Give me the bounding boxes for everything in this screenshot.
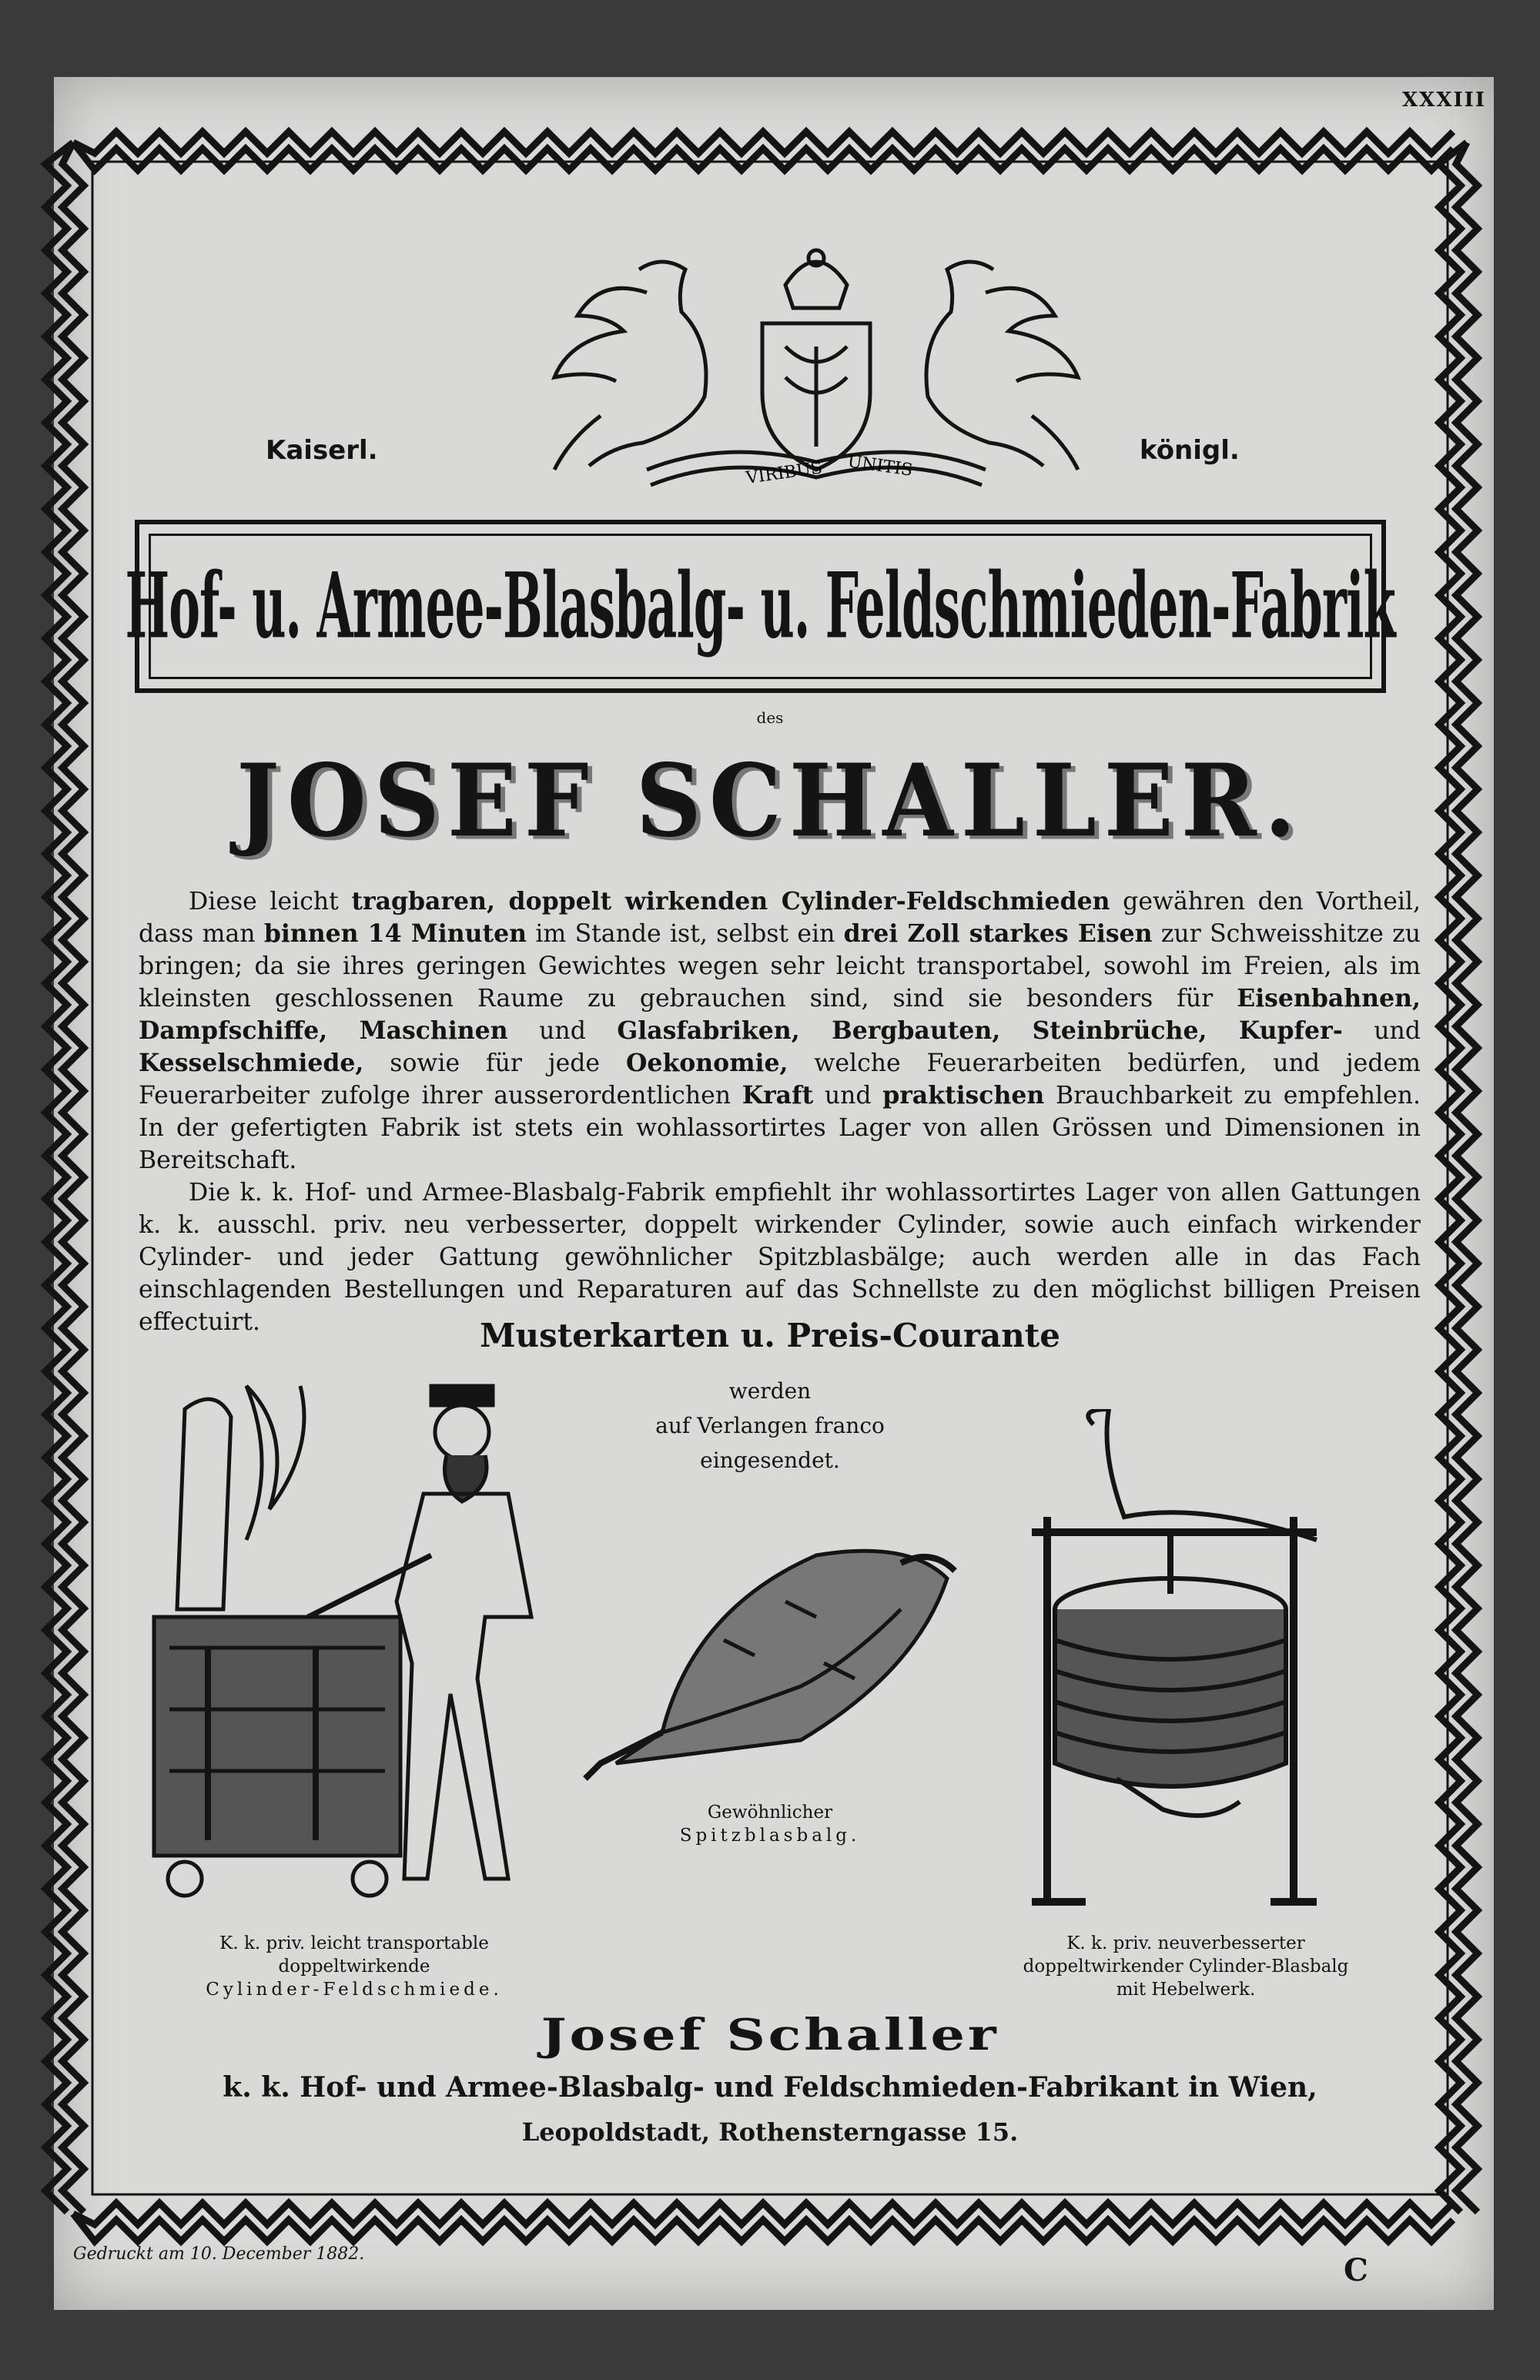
- smith-with-field-forge-illustration: [139, 1324, 570, 1933]
- crest-label-left: Kaiserl.: [266, 435, 378, 466]
- hand-bellows-illustration: [570, 1532, 970, 1809]
- footer-line-1: k. k. Hof- und Armee-Blasbalg- und Feldschmieden-Fabrikant in Wien,: [223, 2071, 1317, 2104]
- musterkarten-line-1: werden: [728, 1378, 812, 1404]
- left-caption-1: K. k. priv. leicht transportable: [219, 1933, 489, 1953]
- double-headed-eagle-crest-with-griffins: [493, 239, 1140, 500]
- description-paragraph-2: Die k. k. Hof- und Armee-Blasbalg-Fabrik empfiehlt ihr wohlassortirtes Lager von allen Gattungen k. k. ausschl. priv. neu verbesserter, doppelt wirkender Cylinder, sowie auch einfach wirkender Cylinder- und jeder Gattung gewöhnlicher Spitzblasbälge; auch werden alle in das Fach einschlagenden Bestellungen und Reparaturen auf das Schnellste zu den möglichst billigen Preisen effectuirt.: [139, 1179, 1421, 1336]
- right-caption-3: mit Hebelwerk.: [1116, 1980, 1256, 2000]
- middle-caption-2: Spitzblasbalg.: [679, 1826, 861, 1846]
- musterkarten-line-3: eingesendet.: [700, 1448, 840, 1473]
- footer-company-name: Josef Schaller: [541, 2010, 999, 2060]
- des-label: des: [756, 708, 784, 727]
- printed-note: Gedruckt am 10. December 1882.: [73, 2244, 365, 2264]
- page-mark: XXXIII: [1401, 89, 1486, 112]
- right-caption-2: doppeltwirkender Cylinder-Blasbalg: [1023, 1957, 1349, 1977]
- page-title: Hof- u. Armee-Blasbalg- u. Feldschmieden-Fabrik: [125, 554, 1396, 659]
- middle-caption-1: Gewöhnlicher: [707, 1803, 833, 1823]
- musterkarten-line-2: auf Verlangen franco: [655, 1413, 885, 1438]
- crest-label-right: königl.: [1140, 435, 1240, 466]
- motto-left: VIRIBUS: [745, 458, 824, 488]
- left-caption-2: doppeltwirkende: [278, 1957, 430, 1977]
- footer-line-2: Leopoldstadt, Rothensterngasse 15.: [521, 2117, 1019, 2147]
- motto-right: UNITIS: [846, 452, 914, 480]
- cylinder-bellows-with-lever-illustration: [986, 1409, 1386, 1933]
- musterkarten-heading: Musterkarten u. Preis-Courante: [480, 1317, 1060, 1354]
- title-box: [125, 520, 1396, 693]
- company-name: JOSEF SCHALLER.: [236, 741, 1304, 859]
- right-caption-1: K. k. priv. neuverbesserter: [1066, 1933, 1305, 1953]
- corner-letter: C: [1344, 2252, 1368, 2288]
- left-caption-3: Cylinder-Feldschmiede.: [206, 1980, 503, 2000]
- description-paragraph-1: Diese leicht tragbaren, doppelt wirkenden Cylinder-Feldschmieden gewähren den Vortheil, dass man binnen 14 Minuten im Stande ist, selbst ein drei Zoll starkes Eisen zur Schweisshitze zu bringen; da sie ihres geringen Gewichtes wegen sehr leicht transportabel, sowohl im Freien, als im kleinsten geschlossenen Raume zu gebrauchen sind, sind sie besonders für Eisenbahnen, Dampfschiffe, Maschinen und Glasfabriken, Bergbauten, Steinbrüche, Kupfer- und Kesselschmiede, sowie für jede Oekonomie, welche Feuerarbeiten bedürfen, und jedem Feuerarbeiter zufolge ihrer ausserordentlichen Kraft und praktischen Brauchbarkeit zu empfehlen. In der gefertigten Fabrik ist stets ein wohlassortirtes Lager von allen Grössen und Dimensionen in Bereitschaft. Die k. k. Hof- und Armee-Blasbalg-Fabrik empfiehlt ihr wohlassortirtes Lager von allen Gattungen k. k. ausschl. priv. neu verbesserter, doppelt wirkender Cylinder, sowie auch einfach wirkender Cylinder- und jeder Gattung gewöhnlicher Spitzblasbälge; auch werden alle in das Fach einschlagenden Bestellungen und Reparaturen auf das Schnellste zu den möglichst billigen Preisen effectuirt.: [139, 885, 1421, 1338]
